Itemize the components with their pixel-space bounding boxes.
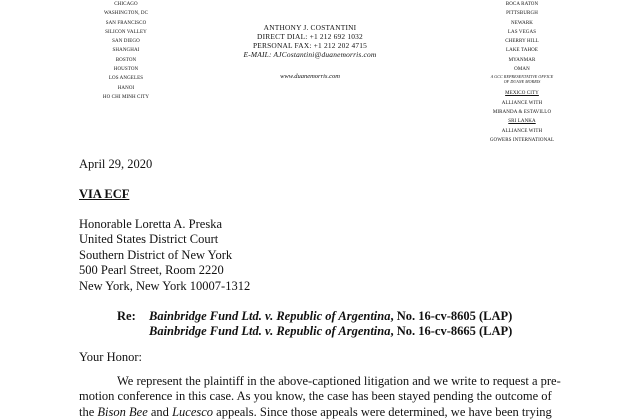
office-city: HOUSTON bbox=[113, 67, 139, 73]
office-city: HANOI bbox=[117, 85, 135, 91]
body-text: and bbox=[147, 404, 173, 419]
office-city: SAN FRANCISCO bbox=[105, 20, 147, 26]
body-text: the bbox=[79, 404, 98, 419]
re-label: Re: bbox=[117, 309, 136, 323]
office-city-srilanka: SRI LANKA bbox=[508, 119, 536, 125]
letter-date: April 29, 2020 bbox=[79, 157, 153, 171]
recipient-line: Southern District of New York bbox=[79, 247, 233, 262]
office-city: LAS VEGAS bbox=[507, 29, 537, 35]
personal-fax: PERSONAL FAX: +1 212 202 4715 bbox=[252, 41, 368, 50]
rep-office-note: A GCC REPRESENTATIVE OFFICE bbox=[490, 74, 554, 80]
sender-email: E-MAIL: AJCostantini@duanemorris.com bbox=[243, 50, 377, 59]
body-line: We represent the plaintiff in the above-captioned litigation and we write to request a pre- bbox=[117, 374, 561, 388]
recipient-address bbox=[79, 217, 250, 294]
office-city: OMAN bbox=[514, 67, 530, 73]
rep-office-note: OF DUANE MORRIS bbox=[503, 79, 541, 85]
alliance-note: ALLIANCE WITH bbox=[501, 128, 543, 134]
sender-block bbox=[225, 23, 395, 59]
office-city: LAKE TAHOE bbox=[505, 48, 539, 54]
office-city-mexico: MEXICO CITY bbox=[505, 91, 539, 97]
alliance-note: ALLIANCE WITH bbox=[501, 100, 543, 106]
salutation: Your Honor: bbox=[79, 350, 142, 364]
body-line bbox=[79, 405, 571, 420]
re-case-line bbox=[149, 324, 512, 339]
case-number: , No. 16-cv-8665 (LAP) bbox=[390, 324, 513, 339]
recipient-line: New York, New York 10007-1312 bbox=[79, 278, 251, 293]
office-list-left bbox=[78, 0, 174, 102]
office-city: SILICON VALLEY bbox=[105, 29, 147, 35]
office-city: BOSTON bbox=[115, 57, 137, 63]
alliance-note: GOWERS INTERNATIONAL bbox=[489, 137, 555, 143]
recipient-line: 500 Pearl Street, Room 2220 bbox=[79, 263, 224, 278]
case-name: Bainbridge Fund Ltd. v. Republic of Argentina bbox=[149, 324, 391, 339]
letter-body bbox=[79, 374, 571, 420]
case-reference: Bison Bee bbox=[97, 404, 148, 419]
direct-dial: DIRECT DIAL: +1 212 692 1032 bbox=[257, 32, 363, 41]
office-city: SAN DIEGO bbox=[112, 39, 140, 45]
firm-website: www.duanemorris.com bbox=[280, 73, 340, 80]
office-city: BOCA RATON bbox=[505, 2, 539, 7]
office-city: SHANGHAI bbox=[112, 48, 140, 54]
office-city: CHICAGO bbox=[114, 2, 138, 7]
recipient-line: Honorable Loretta A. Preska bbox=[79, 217, 223, 231]
sender-name: ANTHONY J. COSTANTINI bbox=[263, 23, 357, 32]
office-city: LOS ANGELES bbox=[108, 76, 144, 82]
re-case-list bbox=[149, 309, 512, 340]
office-city: NEWARK bbox=[511, 20, 533, 26]
office-list-right bbox=[468, 0, 576, 145]
office-city: MYANMAR bbox=[508, 57, 536, 63]
office-city: HO CHI MINH CITY bbox=[102, 94, 150, 100]
recipient-line: United States District Court bbox=[79, 232, 219, 247]
case-reference: Lucesco bbox=[172, 404, 214, 419]
office-city: PITTSBURGH bbox=[506, 11, 538, 17]
office-city: CHERRY HILL bbox=[505, 39, 539, 45]
body-line: motion conference in this case. As you know, the case has been stayed pending the outcome of bbox=[79, 389, 552, 404]
body-text: appeals. Since those appeals were determined, we have been trying bbox=[213, 404, 552, 419]
case-number: , No. 16-cv-8605 (LAP) bbox=[390, 309, 513, 323]
alliance-note: MIRANDA & ESTAVILLO bbox=[492, 109, 552, 115]
re-case-line bbox=[149, 309, 512, 324]
delivery-method: VIA ECF bbox=[79, 187, 130, 201]
case-name: Bainbridge Fund Ltd. v. Republic of Argentina bbox=[149, 309, 391, 323]
office-city: WASHINGTON, DC bbox=[103, 11, 149, 17]
